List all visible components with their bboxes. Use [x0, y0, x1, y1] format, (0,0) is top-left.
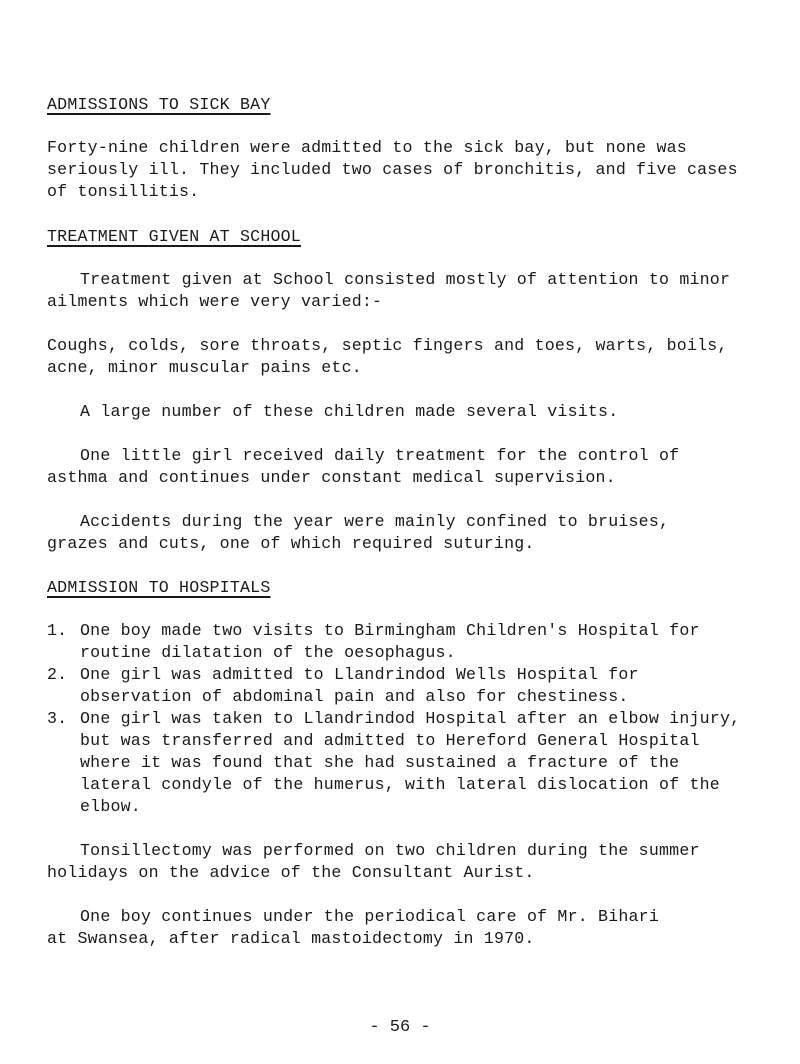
paragraph-line: ailments which were very varied:- — [47, 292, 383, 311]
list-item-number: 2. — [47, 665, 68, 684]
list-item-line: One boy made two visits to Birmingham Children's Hospital for — [80, 621, 700, 640]
paragraph-line: One boy continues under the periodical care of Mr. Bihari — [80, 907, 659, 926]
paragraph-line: A large number of these children made several visits. — [80, 402, 619, 421]
paragraph-line: Coughs, colds, sore throats, septic fingers and toes, warts, boils, — [47, 336, 728, 355]
list-item-line: lateral condyle of the humerus, with lateral dislocation of the — [80, 775, 720, 794]
paragraph-line: seriously ill. They included two cases of bronchitis, and five cases — [47, 160, 738, 179]
list-item-line: routine dilatation of the oesophagus. — [80, 643, 456, 662]
list-item-line: but was transferred and admitted to Hereford General Hospital — [80, 731, 700, 750]
list-item-number: 1. — [47, 621, 68, 640]
paragraph-line: holidays on the advice of the Consultant Aurist. — [47, 863, 535, 882]
paragraph-line: One little girl received daily treatment for the control of — [80, 446, 680, 465]
list-item-line: One girl was admitted to Llandrindod Wells Hospital for — [80, 665, 639, 684]
list-item-line: where it was found that she had sustained a fracture of the — [80, 753, 680, 772]
paragraph-line: Forty-nine children were admitted to the sick bay, but none was — [47, 138, 687, 157]
paragraph-line: Accidents during the year were mainly confined to bruises, — [80, 512, 670, 531]
page-number: - 56 - — [369, 1018, 431, 1037]
list-item-line: elbow. — [80, 797, 141, 816]
paragraph-line: Treatment given at School consisted mostly of attention to minor — [80, 270, 731, 289]
section-heading-hospitals: ADMISSION TO HOSPITALS — [47, 578, 271, 597]
paragraph-line: asthma and continues under constant medical supervision. — [47, 468, 616, 487]
list-item-number: 3. — [47, 709, 68, 728]
list-item-line: One girl was taken to Llandrindod Hospital after an elbow injury, — [80, 709, 741, 728]
paragraph-line: Tonsillectomy was performed on two children during the summer — [80, 841, 700, 860]
list-item-line: observation of abdominal pain and also for chestiness. — [80, 687, 629, 706]
section-heading-treatment: TREATMENT GIVEN AT SCHOOL — [47, 227, 301, 246]
paragraph-line: acne, minor muscular pains etc. — [47, 358, 362, 377]
section-heading-sick-bay: ADMISSIONS TO SICK BAY — [47, 95, 271, 114]
paragraph-line: of tonsillitis. — [47, 182, 200, 201]
paragraph-line: at Swansea, after radical mastoidectomy in 1970. — [47, 929, 535, 948]
paragraph-line: grazes and cuts, one of which required suturing. — [47, 534, 535, 553]
